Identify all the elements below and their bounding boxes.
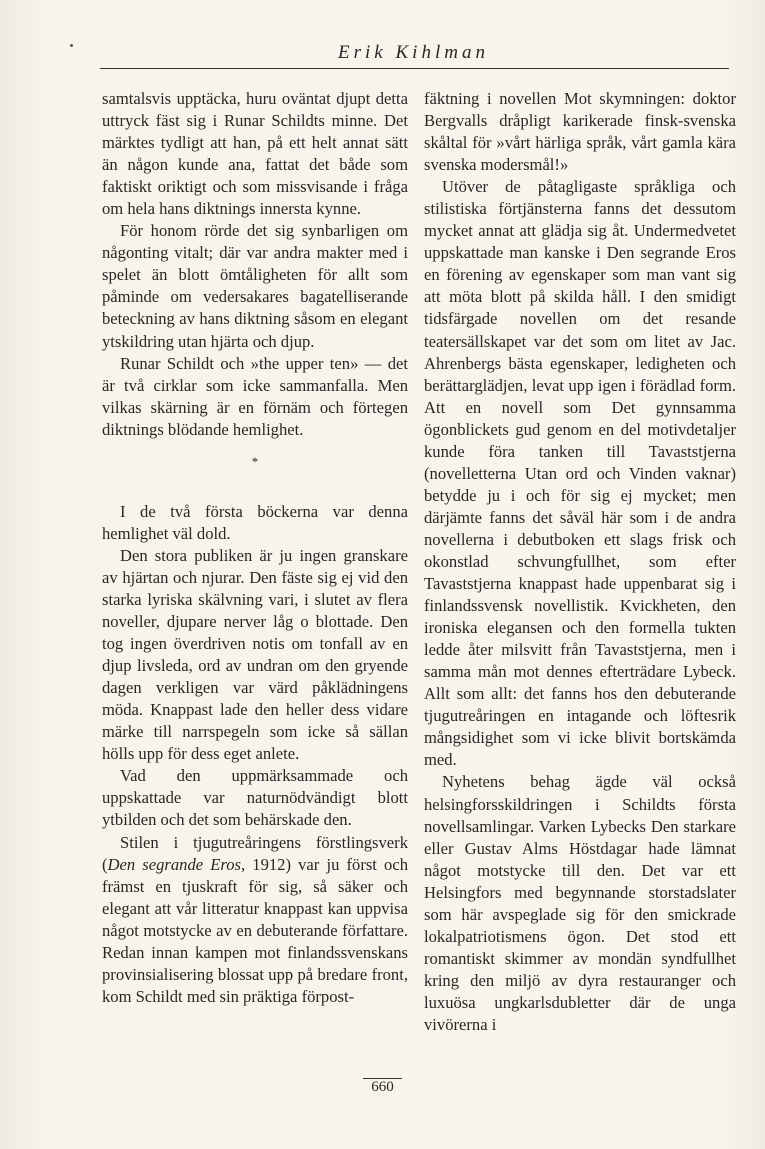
- text-run: Stilen i tjugutreåringens förstlingsverk (: [102, 832, 408, 874]
- paragraph: Den stora publiken är ju ingen granskare av hjärtan och njurar. Den fäste sig ej vid den starka lyriska skälvning vari, i slutet av flera noveller, djupare nerver låg o blottade. Den tog ingen överdriven notis om tonfall av en djup livsleda, ord av undran om den gryende dagen verkligen var värd påklädningens möda. Knappast lade den heller dess vidare märke till narrspegeln som icke så sällan hölls upp för dess eget anlete.: [102, 545, 408, 764]
- page-number: 660: [363, 1078, 402, 1095]
- paragraph: Vad den uppmärksammade och uppskattade var naturnödvändigt blott ytbilden och det som behärskade den.: [102, 766, 408, 830]
- paragraph: Nyhetens behag ägde väl också helsingforsskildringen i Schildts första novellsamlingar. Varken Lybecks Den starkare eller Gustav Alms Höstdagar hade lämnat något motstycke till den. Det var ett Helsingfors med begynnande storstadslater som här avspeglade sig för den smickrade lokalpatriotismens ögon. Det stod ett romantiskt skimmer av mondän syndfullhet kring den miljö av dyra restauranger och luxuösa ungkarlsdubletter där de unga vivörerna i: [424, 772, 736, 1034]
- left-column: [102, 88, 408, 1008]
- text-run: , 1912) var ju först och främst en tjuskraft för sig, så säker och elegant att vår litteratur knappast kan uppvisa något motstycke av en debuterande författare. Redan innan kampen mot finlandssvenskans provinsialisering blossat upp på bredare front, kom Schildt med sin präktiga förpost-: [102, 854, 409, 1006]
- paragraph: [102, 832, 408, 1008]
- header-rule: [100, 68, 729, 69]
- paragraph: Runar Schildt och »the upper ten» — det är två cirklar som icke sammanfalla. Men vilkas skärning är en förnäm och förtegen diktnings blödande hemlighet.: [102, 353, 408, 439]
- right-column: [424, 88, 736, 1036]
- running-header: Erik Kihlman: [338, 42, 489, 63]
- paragraph: samtalsvis upptäcka, huru oväntat djupt detta uttryck fäst sig i Runar Schildts minne. Det märktes tydligt att han, på ett helt annat sätt än någon kunde ana, fattat det både som faktiskt oriktigt och som missvisande i fråga om hela hans diktnings innersta kynne.: [102, 89, 408, 219]
- paragraph: Utöver de påtagligaste språkliga och stilistiska förtjänsterna fanns det dessutom mycket annat att glädja sig åt. Undermedvetet uppskattade man kanske i Den segrande Eros en förening av egenskaper som man vant sig att möta blott på skilda håll. I den smidigt tidsfärgade novellen om det resande teatersällskapet var det som om litet av Jac. Ahrenbergs bästa egenskaper, ledigheten och berättarglädjen, levat upp igen i förädlad form. Att en novell som Det gynnsamma ögonblickets gud genom en del motivdetaljer kunde föra tanken till Tavaststjerna (novelletterna Utan ord och Vinden vaknar) betydde ju i och för sig ej mycket; men därjämte fanns det såväl här som i de andra novellerna i debutboken ett slags frisk och okonstlad schvungfullhet, som efter Tavaststjerna knappast hade uppenbarat sig i finlandssvensk novellistik. Kvickheten, den ironiska elegansen och den formella tukten ledde åter milsvitt från Tavaststjerna, men i samma mån mot dennes efterträdare Lybeck. Allt som allt: det fanns hos den debuterande tjugutreåringen en intagande och löftesrik mångsidighet som vi icke blivit bortskämda med.: [424, 177, 736, 770]
- paragraph: För honom rörde det sig synbarligen om någonting vitalt; där var andra makter med i spelet än blott ömtåligheten för allt som påminde om vedersakares bagatelliserande beteckning av hans diktning såsom en elegant ytskildring utan hjärta och djup.: [102, 221, 408, 351]
- section-separator: *: [251, 453, 259, 469]
- paragraph: fäktning i novellen Mot skymningen: doktor Bergvalls dråpligt karikerade finsk-svenska skåltal för »vårt härliga språk, vårt gamla kära svenska modersmål!»: [424, 89, 736, 175]
- page-footer: [0, 1079, 765, 1096]
- page-speck: [70, 44, 73, 47]
- paragraph: I de två första böckerna var denna hemlighet väl dold.: [102, 501, 408, 543]
- book-title: Den segrande Eros: [107, 854, 242, 874]
